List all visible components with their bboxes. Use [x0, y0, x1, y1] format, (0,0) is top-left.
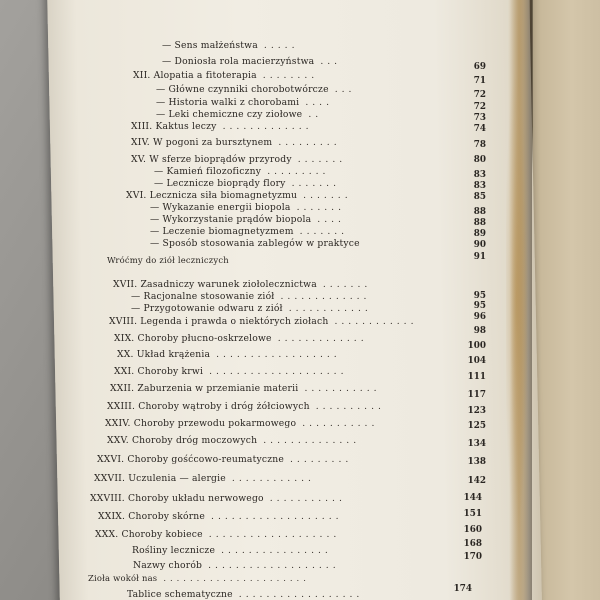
toc-entry: XVII. Zasadniczy warunek ziołolecznictwa .......	[113, 279, 372, 290]
toc-entry: — Przygotowanie odwaru z ziół ............	[131, 303, 372, 314]
toc-page: 142	[467, 476, 486, 486]
toc-entry: XIX. Choroby płucno-oskrzelowe .............	[114, 333, 368, 344]
toc-entry: — Główne czynniki chorobotwórcze ...	[156, 84, 356, 95]
toc-page: 100	[467, 341, 486, 351]
toc-page: 89	[473, 229, 486, 239]
toc-entry: XVI. Lecznicza siła biomagnetyzmu .......	[126, 190, 352, 201]
toc-page: 74	[473, 124, 486, 134]
toc-entry: XX. Układ krążenia ..................	[117, 349, 341, 360]
toc-entry: Nazwy chorób ...................	[133, 560, 340, 571]
toc-section-heading: Wróćmy do ziół leczniczych	[107, 255, 229, 265]
toc-entry: XXIX. Choroby skórne ...................	[98, 511, 343, 522]
toc-entry: Rośliny lecznicze ................	[132, 545, 332, 556]
toc-entry: XVIII. Legenda i prawda o niektórych ziołach ............	[109, 316, 418, 327]
toc-page: 88	[473, 207, 486, 217]
toc-page: 170	[463, 552, 482, 562]
toc-entry: — Wykorzystanie prądów biopola ....	[150, 214, 345, 225]
toc-entry: XXIII. Choroby wątroby i dróg żółciowych ..........	[107, 401, 385, 412]
toc-page: 151	[463, 509, 482, 519]
toc-page: 78	[473, 140, 486, 150]
toc-entry: — Doniosła rola macierzyństwa ...	[162, 56, 342, 67]
toc-entry: XXIV. Choroby przewodu pokarmowego ...........	[105, 418, 379, 429]
toc-section-heading: Zioła wokół nas ......................	[88, 573, 310, 583]
toc-page: 95	[473, 291, 486, 301]
toc-page: 174	[453, 584, 472, 594]
toc-entry: XXI. Choroby krwi ....................	[114, 366, 348, 377]
toc-entry: — Leki chemiczne czy ziołowe ..	[156, 109, 323, 120]
toc-page: 123	[467, 406, 486, 416]
toc-page: 168	[463, 539, 482, 549]
toc-entry: — Lecznicze bioprądy flory .......	[154, 178, 341, 189]
toc-entry: Tablice schematyczne ..................	[127, 589, 364, 600]
toc-page: 111	[467, 372, 486, 382]
toc-entry: XXVII. Uczulenia — alergie ............	[94, 473, 315, 484]
toc-page: 72	[473, 90, 486, 100]
toc-page: 125	[467, 421, 486, 431]
toc-entry: — Sens małżeństwa .....	[162, 40, 299, 51]
toc-entry: XV. W sferze bioprądów przyrody .......	[131, 154, 347, 165]
toc-page: 80	[473, 155, 486, 165]
toc-entry: XIV. W pogoni za bursztynem .........	[131, 137, 341, 148]
toc-entry: XXX. Choroby kobiece ...................	[95, 529, 341, 540]
toc-page: 160	[463, 525, 482, 535]
toc-page: 91	[473, 252, 486, 262]
toc-page: 134	[467, 439, 486, 449]
toc-entry: — Leczenie biomagnetyzmem .......	[150, 226, 349, 237]
toc-entry: XIII. Kaktus leczy .............	[131, 121, 313, 132]
toc-entry: — Kamień filozoficzny .........	[154, 166, 330, 177]
toc-page: 144	[463, 493, 482, 503]
toc-page: 117	[467, 390, 486, 400]
toc-page: 72	[473, 102, 486, 112]
toc-entry: XII. Alopatia a fitoterapia ........	[133, 70, 319, 81]
toc-page: 83	[473, 181, 486, 191]
toc-entry: XXII. Zaburzenia w przemianie materii ...........	[110, 383, 381, 394]
toc-entry: — Sposób stosowania zablegów w praktyce	[150, 238, 360, 249]
toc-entry: XXV. Choroby dróg moczowych ..............	[107, 435, 361, 446]
toc-page: 95	[473, 301, 486, 311]
toc-page: 98	[473, 326, 486, 336]
toc-page: 73	[473, 113, 486, 123]
toc-entry: — Racjonalne stosowanie ziół .............	[131, 291, 371, 302]
toc-page: 71	[473, 76, 486, 86]
toc-entry: — Historia walki z chorobami ....	[156, 97, 334, 108]
toc-page: 96	[473, 312, 486, 322]
toc-page: 90	[473, 240, 486, 250]
toc-page: 138	[467, 457, 486, 467]
toc-entry: — Wykazanie energii biopola .......	[150, 202, 346, 213]
toc-page: 104	[467, 356, 486, 366]
toc-page: 88	[473, 218, 486, 228]
toc-page: 83	[473, 170, 486, 180]
toc-page: 85	[473, 192, 486, 202]
toc-entry: XXVI. Choroby gośćcowo-reumatyczne .........	[97, 454, 353, 465]
toc-entry: XXVIII. Choroby układu nerwowego ...........	[90, 493, 346, 504]
toc-page: 69	[473, 62, 486, 72]
